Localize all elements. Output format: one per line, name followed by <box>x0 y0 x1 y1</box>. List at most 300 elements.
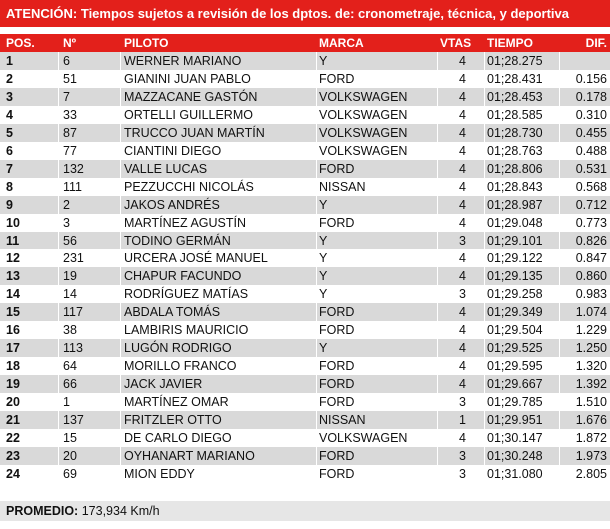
cell-tiempo: 01;29.525 <box>487 341 543 356</box>
column-divider <box>484 70 485 88</box>
cell-num: 14 <box>63 287 77 302</box>
cell-dif: 0.156 <box>575 71 607 86</box>
column-divider <box>559 214 560 232</box>
column-divider <box>58 465 59 483</box>
table-row <box>0 214 610 232</box>
header-dif: DIF. <box>585 36 607 50</box>
cell-vtas: 4 <box>459 323 466 338</box>
table-row <box>0 196 610 214</box>
cell-num: 19 <box>63 269 77 284</box>
cell-dif: 0.178 <box>575 89 607 104</box>
cell-vtas: 4 <box>459 251 466 266</box>
cell-num: 33 <box>63 107 77 122</box>
table-row <box>0 106 610 124</box>
column-divider <box>316 375 317 393</box>
column-divider <box>484 124 485 142</box>
column-divider <box>559 52 560 70</box>
column-divider <box>316 429 317 447</box>
cell-piloto: TODINO GERMÁN <box>124 233 231 248</box>
column-divider <box>58 70 59 88</box>
cell-num: 117 <box>63 305 83 320</box>
column-divider <box>484 196 485 214</box>
cell-vtas: 4 <box>459 359 466 374</box>
cell-marca: FORD <box>319 215 355 230</box>
cell-marca: FORD <box>319 377 355 392</box>
column-divider <box>484 88 485 106</box>
cell-pos: 6 <box>6 143 13 158</box>
column-divider <box>58 447 59 465</box>
column-divider <box>437 88 438 106</box>
cell-tiempo: 01;28.806 <box>487 161 543 176</box>
column-divider <box>316 142 317 160</box>
table-row <box>0 178 610 196</box>
cell-dif: 1.973 <box>575 448 607 463</box>
cell-marca: FORD <box>319 448 355 463</box>
column-divider <box>120 285 121 303</box>
cell-num: 15 <box>63 431 77 446</box>
cell-vtas: 3 <box>459 448 466 463</box>
cell-piloto: MARTÍNEZ AGUSTÍN <box>124 215 247 230</box>
cell-tiempo: 01;28.431 <box>487 71 543 86</box>
column-divider <box>437 447 438 465</box>
column-divider <box>437 249 438 267</box>
cell-piloto: FRITZLER OTTO <box>124 413 222 428</box>
column-divider <box>58 321 59 339</box>
cell-piloto: DE CARLO DIEGO <box>124 431 232 446</box>
table-row <box>0 321 610 339</box>
column-divider <box>484 411 485 429</box>
column-divider <box>559 429 560 447</box>
column-divider <box>120 303 121 321</box>
cell-pos: 9 <box>6 197 13 212</box>
cell-num: 111 <box>63 179 83 194</box>
cell-dif: 0.488 <box>575 143 607 158</box>
cell-dif: 0.983 <box>575 287 607 302</box>
column-divider <box>120 357 121 375</box>
column-divider <box>58 411 59 429</box>
table-row <box>0 160 610 178</box>
cell-piloto: ORTELLI GUILLERMO <box>124 107 253 122</box>
column-divider <box>559 375 560 393</box>
cell-pos: 10 <box>6 215 20 230</box>
cell-marca: VOLKSWAGEN <box>319 107 408 122</box>
cell-piloto: URCERA JOSÉ MANUEL <box>124 251 268 266</box>
cell-dif: 1.510 <box>575 395 607 410</box>
column-divider <box>58 88 59 106</box>
column-divider <box>120 178 121 196</box>
column-divider <box>58 160 59 178</box>
cell-vtas: 3 <box>459 287 466 302</box>
column-divider <box>316 160 317 178</box>
column-divider <box>437 429 438 447</box>
cell-tiempo: 01;28.763 <box>487 143 543 158</box>
table-row <box>0 70 610 88</box>
cell-marca: VOLKSWAGEN <box>319 431 408 446</box>
column-divider <box>58 214 59 232</box>
column-divider <box>316 339 317 357</box>
column-divider <box>559 178 560 196</box>
table-row <box>0 393 610 411</box>
cell-dif: 1.250 <box>575 341 607 356</box>
column-divider <box>437 321 438 339</box>
column-divider <box>316 267 317 285</box>
column-divider <box>437 303 438 321</box>
header-num: Nº <box>63 36 77 50</box>
table-row <box>0 232 610 250</box>
column-divider <box>120 429 121 447</box>
cell-marca: FORD <box>319 359 355 374</box>
cell-marca: VOLKSWAGEN <box>319 143 408 158</box>
cell-vtas: 4 <box>459 125 466 140</box>
cell-vtas: 4 <box>459 143 466 158</box>
column-divider <box>484 465 485 483</box>
column-divider <box>120 465 121 483</box>
column-divider <box>58 124 59 142</box>
column-divider <box>484 375 485 393</box>
column-divider <box>484 214 485 232</box>
column-divider <box>120 339 121 357</box>
table-row <box>0 465 610 483</box>
column-divider <box>484 232 485 250</box>
column-divider <box>559 447 560 465</box>
cell-dif: 0.455 <box>575 125 607 140</box>
cell-piloto: MORILLO FRANCO <box>124 359 237 374</box>
column-divider <box>437 196 438 214</box>
column-divider <box>316 232 317 250</box>
table-row <box>0 52 610 70</box>
cell-pos: 4 <box>6 107 13 122</box>
column-divider <box>437 232 438 250</box>
column-divider <box>316 214 317 232</box>
cell-tiempo: 01;29.101 <box>487 233 543 248</box>
cell-piloto: MARTÍNEZ OMAR <box>124 395 229 410</box>
column-divider <box>316 393 317 411</box>
column-divider <box>437 393 438 411</box>
cell-tiempo: 01;29.135 <box>487 269 543 284</box>
column-divider <box>559 142 560 160</box>
average-value: 173,934 Km/h <box>81 504 160 518</box>
cell-dif: 0.826 <box>575 233 607 248</box>
cell-marca: FORD <box>319 395 355 410</box>
cell-vtas: 4 <box>459 179 466 194</box>
cell-vtas: 4 <box>459 341 466 356</box>
cell-vtas: 3 <box>459 395 466 410</box>
column-divider <box>58 339 59 357</box>
cell-vtas: 4 <box>459 54 466 68</box>
column-divider <box>58 285 59 303</box>
column-divider <box>559 196 560 214</box>
cell-num: 38 <box>63 323 77 338</box>
column-divider <box>316 88 317 106</box>
cell-dif: 1.872 <box>575 431 607 446</box>
column-divider <box>316 178 317 196</box>
column-divider <box>316 196 317 214</box>
cell-vtas: 4 <box>459 269 466 284</box>
cell-piloto: TRUCCO JUAN MARTÍN <box>124 125 265 140</box>
column-divider <box>58 267 59 285</box>
column-divider <box>437 411 438 429</box>
column-divider <box>437 285 438 303</box>
column-divider <box>316 465 317 483</box>
column-divider <box>437 52 438 70</box>
column-divider <box>120 393 121 411</box>
cell-pos: 8 <box>6 179 13 194</box>
header-tiempo: TIEMPO <box>487 36 534 50</box>
column-divider <box>316 124 317 142</box>
cell-piloto: LAMBIRIS MAURICIO <box>124 323 249 338</box>
cell-piloto: GIANINI JUAN PABLO <box>124 71 251 86</box>
column-divider <box>484 321 485 339</box>
column-divider <box>484 447 485 465</box>
column-divider <box>120 214 121 232</box>
cell-tiempo: 01;28.585 <box>487 107 543 122</box>
column-divider <box>559 267 560 285</box>
cell-piloto: LUGÓN RODRIGO <box>124 341 232 356</box>
cell-marca: FORD <box>319 71 355 86</box>
cell-num: 69 <box>63 466 77 481</box>
cell-tiempo: 01;28.275 <box>487 54 543 68</box>
header-piloto: PILOTO <box>124 36 169 50</box>
cell-pos: 12 <box>6 251 20 266</box>
cell-num: 132 <box>63 161 84 176</box>
cell-tiempo: 01;29.667 <box>487 377 543 392</box>
column-divider <box>484 303 485 321</box>
cell-pos: 21 <box>6 413 20 428</box>
column-divider <box>316 52 317 70</box>
cell-pos: 17 <box>6 341 20 356</box>
cell-num: 1 <box>63 395 70 410</box>
cell-tiempo: 01;29.349 <box>487 305 543 320</box>
cell-dif: 0.568 <box>575 179 607 194</box>
cell-pos: 11 <box>6 233 20 248</box>
cell-pos: 24 <box>6 466 20 481</box>
column-divider <box>316 411 317 429</box>
column-divider <box>437 70 438 88</box>
header-pos: POS. <box>6 36 35 50</box>
cell-tiempo: 01;29.785 <box>487 395 543 410</box>
cell-tiempo: 01;28.730 <box>487 125 543 140</box>
column-divider <box>437 142 438 160</box>
cell-vtas: 3 <box>459 233 466 248</box>
cell-tiempo: 01;29.951 <box>487 413 543 428</box>
cell-num: 77 <box>63 143 77 158</box>
column-divider <box>120 52 121 70</box>
column-divider <box>437 357 438 375</box>
cell-dif: 1.229 <box>575 323 607 338</box>
header-marca: MARCA <box>319 36 364 50</box>
cell-marca: Y <box>319 233 328 248</box>
cell-pos: 2 <box>6 71 13 86</box>
cell-pos: 3 <box>6 89 13 104</box>
cell-marca: Y <box>319 287 328 302</box>
column-divider <box>58 106 59 124</box>
cell-vtas: 4 <box>459 305 466 320</box>
cell-tiempo: 01;28.453 <box>487 89 543 104</box>
cell-marca: Y <box>319 251 328 266</box>
column-divider <box>316 285 317 303</box>
cell-num: 231 <box>63 251 84 266</box>
column-divider <box>316 249 317 267</box>
column-divider <box>437 106 438 124</box>
cell-num: 51 <box>63 71 77 86</box>
column-divider <box>437 178 438 196</box>
cell-marca: Y <box>319 197 328 212</box>
cell-num: 3 <box>63 215 70 230</box>
column-divider <box>484 429 485 447</box>
table-header <box>0 34 610 52</box>
column-divider <box>316 357 317 375</box>
column-divider <box>559 70 560 88</box>
column-divider <box>559 357 560 375</box>
column-divider <box>316 106 317 124</box>
cell-num: 6 <box>63 54 70 68</box>
cell-dif: 0.712 <box>575 197 607 212</box>
table-row <box>0 303 610 321</box>
column-divider <box>437 339 438 357</box>
cell-marca: Y <box>319 269 328 284</box>
cell-pos: 19 <box>6 377 20 392</box>
cell-marca: NISSAN <box>319 179 366 194</box>
column-divider <box>484 178 485 196</box>
table-row <box>0 88 610 106</box>
table-row <box>0 142 610 160</box>
column-divider <box>120 411 121 429</box>
cell-piloto: CIANTINI DIEGO <box>124 143 222 158</box>
column-divider <box>58 142 59 160</box>
cell-piloto: ABDALA TOMÁS <box>124 305 221 320</box>
cell-num: 56 <box>63 233 77 248</box>
cell-vtas: 4 <box>459 161 466 176</box>
average-footer <box>0 501 610 521</box>
cell-dif: 1.320 <box>575 359 607 374</box>
column-divider <box>58 178 59 196</box>
cell-dif: 0.847 <box>575 251 607 266</box>
cell-vtas: 4 <box>459 377 466 392</box>
cell-pos: 22 <box>6 431 20 446</box>
cell-num: 137 <box>63 413 84 428</box>
column-divider <box>484 267 485 285</box>
column-divider <box>484 52 485 70</box>
cell-piloto: WERNER MARIANO <box>124 54 242 68</box>
column-divider <box>58 429 59 447</box>
cell-piloto: CHAPUR FACUNDO <box>124 269 242 284</box>
column-divider <box>437 214 438 232</box>
cell-marca: Y <box>319 54 328 68</box>
column-divider <box>316 447 317 465</box>
cell-vtas: 3 <box>459 466 466 481</box>
cell-vtas: 4 <box>459 107 466 122</box>
cell-tiempo: 01;29.504 <box>487 323 543 338</box>
cell-pos: 23 <box>6 448 20 463</box>
cell-num: 66 <box>63 377 77 392</box>
cell-num: 113 <box>63 341 83 356</box>
column-divider <box>559 106 560 124</box>
cell-pos: 20 <box>6 395 20 410</box>
column-divider <box>437 267 438 285</box>
cell-piloto: VALLE LUCAS <box>124 161 208 176</box>
cell-dif: 1.074 <box>575 305 607 320</box>
cell-vtas: 4 <box>459 71 466 86</box>
column-divider <box>120 447 121 465</box>
column-divider <box>120 321 121 339</box>
column-divider <box>484 142 485 160</box>
table-row <box>0 375 610 393</box>
column-divider <box>120 375 121 393</box>
cell-piloto: RODRÍGUEZ MATÍAS <box>124 287 249 302</box>
column-divider <box>120 88 121 106</box>
table-row <box>0 285 610 303</box>
cell-piloto: OYHANART MARIANO <box>124 448 255 463</box>
column-divider <box>120 142 121 160</box>
cell-num: 64 <box>63 359 77 374</box>
column-divider <box>437 124 438 142</box>
column-divider <box>484 393 485 411</box>
results-table <box>0 52 610 483</box>
column-divider <box>559 393 560 411</box>
column-divider <box>559 249 560 267</box>
cell-vtas: 4 <box>459 197 466 212</box>
cell-piloto: MION EDDY <box>124 466 195 481</box>
column-divider <box>559 411 560 429</box>
column-divider <box>120 267 121 285</box>
cell-marca: Y <box>319 341 328 356</box>
column-divider <box>437 375 438 393</box>
column-divider <box>484 339 485 357</box>
column-divider <box>316 303 317 321</box>
column-divider <box>559 321 560 339</box>
cell-dif: 0.860 <box>575 269 607 284</box>
cell-tiempo: 01;29.048 <box>487 215 543 230</box>
column-divider <box>58 52 59 70</box>
column-divider <box>559 124 560 142</box>
cell-dif: 1.392 <box>575 377 607 392</box>
column-divider <box>58 393 59 411</box>
cell-dif: 0.773 <box>575 215 607 230</box>
cell-marca: VOLKSWAGEN <box>319 89 408 104</box>
cell-piloto: JACK JAVIER <box>124 377 203 392</box>
cell-num: 87 <box>63 125 77 140</box>
cell-tiempo: 01;29.595 <box>487 359 543 374</box>
cell-vtas: 1 <box>459 413 466 428</box>
cell-pos: 16 <box>6 323 20 338</box>
cell-marca: NISSAN <box>319 413 366 428</box>
column-divider <box>484 285 485 303</box>
cell-pos: 14 <box>6 287 20 302</box>
column-divider <box>120 232 121 250</box>
cell-piloto: MAZZACANE GASTÓN <box>124 89 258 104</box>
cell-tiempo: 01;28.987 <box>487 197 543 212</box>
column-divider <box>58 249 59 267</box>
cell-num: 20 <box>63 448 77 463</box>
table-row <box>0 447 610 465</box>
column-divider <box>559 285 560 303</box>
cell-pos: 7 <box>6 161 13 176</box>
column-divider <box>559 465 560 483</box>
table-row <box>0 411 610 429</box>
column-divider <box>58 232 59 250</box>
cell-pos: 1 <box>6 54 13 68</box>
cell-tiempo: 01;31.080 <box>487 466 543 481</box>
table-row <box>0 267 610 285</box>
table-row <box>0 124 610 142</box>
average-label: PROMEDIO: <box>6 504 79 518</box>
column-divider <box>559 303 560 321</box>
column-divider <box>437 160 438 178</box>
cell-piloto: PEZZUCCHI NICOLÁS <box>124 179 254 194</box>
cell-tiempo: 01;29.122 <box>487 251 543 266</box>
cell-marca: FORD <box>319 161 355 176</box>
cell-vtas: 4 <box>459 431 466 446</box>
